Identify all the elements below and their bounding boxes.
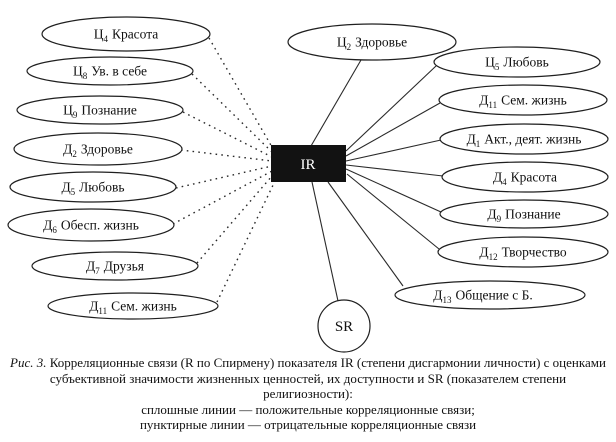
- figure-caption: [0, 355, 616, 433]
- node-label-d6-obesp-zhizn: $Д_6$ Обесп. жизнь: [43, 217, 139, 235]
- correlation-line-solid: [346, 140, 441, 161]
- node-label-ts2-zdorovye: $Ц_2$ Здоровье: [336, 34, 408, 52]
- caption-main: [0, 355, 616, 402]
- node-label-d2-zdorovye: $Д_2$ Здоровье: [63, 141, 133, 159]
- node-label-d9-poznanie: $Д_9$ Познание: [487, 206, 561, 224]
- correlation-line-dashed: [209, 38, 272, 147]
- node-label-d11-sem-zhizn-left: $Д_{11}$ Сем. жизнь: [89, 298, 177, 316]
- correlation-line-dashed: [192, 74, 272, 152]
- correlation-line-dashed: [217, 181, 275, 302]
- sr-circle: [318, 300, 370, 352]
- node-label-d13-obshchenie-s-b: $Д_{13}$ Общение с Б.: [433, 287, 533, 305]
- node-label-ts9-poznanie: $Ц_9$ Познание: [63, 102, 137, 120]
- correlation-line-dashed: [181, 150, 272, 161]
- sr-circle-label: SR: [334, 319, 354, 335]
- correlation-line-dashed: [173, 171, 272, 224]
- correlation-line-dashed: [176, 166, 272, 188]
- node-label-d4-krasota: $Д_4$ Красота: [492, 169, 558, 187]
- correlation-line-solid: [346, 169, 441, 212]
- ir-box: [271, 145, 346, 182]
- caption-legend-solid: сплошные линии — положительные корреляционные связи;: [141, 401, 475, 417]
- node-label-d7-druzya: $Д_7$ Друзья: [86, 258, 144, 276]
- correlation-line-solid: [346, 103, 440, 156]
- correlation-line-solid: [346, 66, 436, 151]
- correlation-line-solid: [328, 182, 403, 286]
- node-label-d11-sem-zhizn-right: $Д_{11}$ Сем. жизнь: [479, 92, 567, 110]
- ir-box-label: IR: [300, 157, 316, 173]
- node-label-d12-tvorchestvo: $Д_{12}$ Творчество: [479, 244, 567, 262]
- node-label-ts5-lyubov: $Ц_5$ Любовь: [485, 54, 549, 72]
- correlation-line-dashed: [197, 176, 272, 263]
- correlation-line-dashed: [183, 112, 272, 157]
- node-label-d1-akt-deyat-zhizn: $Д_1$ Акт., деят. жизнь: [466, 131, 582, 149]
- correlation-line-solid: [312, 182, 338, 301]
- node-label-ts4-krasota: $Ц_4$ Красота: [93, 26, 159, 44]
- correlation-line-solid: [347, 174, 439, 249]
- node-label-ts8-uv-v-sebe: $Ц_8$ Ув. в себе: [73, 63, 147, 81]
- caption-text: Корреляционные связи (R по Спирмену) показателя IR (степени дисгармонии личности) с оценками субъективной значимости жизненных ценностей, их доступности и SR (показателем степени религиозности):: [49, 355, 606, 401]
- caption-legend-dashed: пунктирные линии — отрицательные корреляционные связи: [139, 417, 477, 432]
- correlation-line-solid: [346, 165, 443, 176]
- node-label-d5-lyubov: $Д_5$ Любовь: [61, 179, 125, 197]
- caption-fig-number: Рис. 3.: [10, 355, 47, 370]
- correlation-line-solid: [311, 60, 361, 146]
